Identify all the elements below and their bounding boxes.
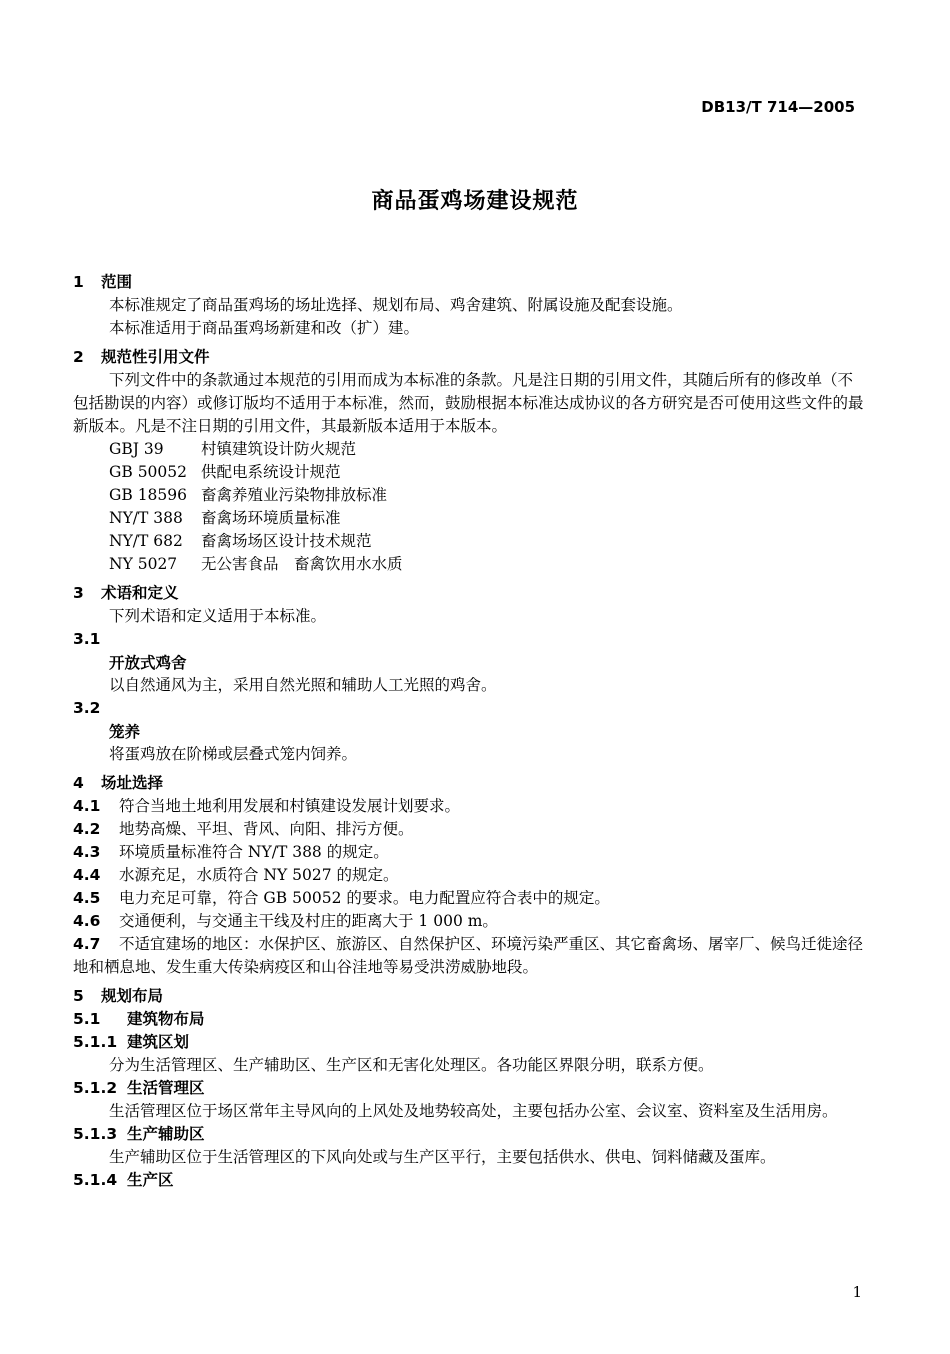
reference-item: NY/T 388 畜禽场环境质量标准 <box>109 509 341 527</box>
paragraph: 生产辅助区位于生活管理区的下风向处或与生产区平行，主要包括供水、供电、饲料储藏及蛋库。 <box>109 1148 776 1166</box>
paragraph: 生活管理区位于场区常年主导风向的上风处及地势较高处，主要包括办公室、会议室、资料室及生活用房。 <box>109 1102 838 1120</box>
subsection-heading: 5.1.3 生产辅助区 <box>73 1125 205 1143</box>
paragraph: 分为生活管理区、生产辅助区、生产区和无害化处理区。各功能区界限分明，联系方便。 <box>109 1056 714 1074</box>
clause-item: 4.6 交通便利，与交通主干线及村庄的距离大于 1 000 m。 <box>73 912 498 930</box>
subsection-heading: 5.1.4 生产区 <box>73 1171 174 1189</box>
document-title: 商品蛋鸡场建设规范 <box>371 189 579 214</box>
document-body <box>73 265 865 1192</box>
term-number: 3.2 <box>73 699 101 717</box>
reference-item: NY 5027 无公害食品 畜禽饮用水水质 <box>109 555 403 573</box>
paragraph: 本标准适用于商品蛋鸡场新建和改（扩）建。 <box>109 319 420 337</box>
reference-item: GBJ 39 村镇建筑设计防火规范 <box>109 440 357 458</box>
clause-item: 4.2 地势高燥、平坦、背风、向阳、排污方便。 <box>73 820 414 838</box>
subsection-heading: 5.1.1 建筑区划 <box>73 1033 190 1051</box>
clause-item: 4.5 电力充足可靠，符合 GB 50052 的要求。电力配置应符合表中的规定。 <box>73 889 610 907</box>
term-definition: 将蛋鸡放在阶梯或层叠式笼内饲养。 <box>109 745 358 763</box>
section-heading-5: 5 规划布局 <box>73 987 164 1005</box>
section-heading-2: 2 规范性引用文件 <box>73 348 210 366</box>
term-name: 开放式鸡舍 <box>109 653 187 672</box>
clause-item: 4.1 符合当地土地利用发展和村镇建设发展计划要求。 <box>73 797 461 815</box>
section-heading-3: 3 术语和定义 <box>73 584 179 602</box>
subsection-heading: 5.1.2 生活管理区 <box>73 1079 205 1097</box>
page-number: 1 <box>852 1283 862 1301</box>
term-name: 笼养 <box>109 722 141 741</box>
paragraph: 本标准规定了商品蛋鸡场的场址选择、规划布局、鸡舍建筑、附属设施及配套设施。 <box>109 296 683 314</box>
term-definition: 以自然通风为主，采用自然光照和辅助人工光照的鸡舍。 <box>109 676 497 694</box>
reference-item: GB 50052 供配电系统设计规范 <box>109 463 341 481</box>
subsection-heading: 5.1 建筑物布局 <box>73 1010 205 1028</box>
paragraph: 下列术语和定义适用于本标准。 <box>109 607 327 625</box>
section-heading-1: 1 范围 <box>73 273 133 291</box>
reference-item: NY/T 682 畜禽场场区设计技术规范 <box>109 532 372 550</box>
standard-number: DB13/T 714—2005 <box>701 98 855 116</box>
reference-item: GB 18596 畜禽养殖业污染物排放标准 <box>109 486 388 504</box>
term-number: 3.1 <box>73 630 101 648</box>
clause-item: 4.3 环境质量标准符合 NY/T 388 的规定。 <box>73 843 389 861</box>
paragraph: 下列文件中的条款通过本规范的引用而成为本标准的条款。凡是注日期的引用文件，其随后所有的修改单（不包括勘误的内容）或修订版均不适用于本标准，然而，鼓励根据本标准达成协议的各方研究是否可使用这些文件的最新版本。凡是不注日期的引用文件，其最新版本适用于本版本。 <box>73 371 864 435</box>
section-heading-4: 4 场址选择 <box>73 774 164 792</box>
clause-item: 4.4 水源充足，水质符合 NY 5027 的规定。 <box>73 866 399 884</box>
clause-item: 4.7 不适宜建场的地区：水保护区、旅游区、自然保护区、环境污染严重区、其它畜禽场、屠宰厂、候鸟迁徙途径地和栖息地、发生重大传染病疫区和山谷洼地等易受洪涝威胁地段。 <box>73 935 864 976</box>
